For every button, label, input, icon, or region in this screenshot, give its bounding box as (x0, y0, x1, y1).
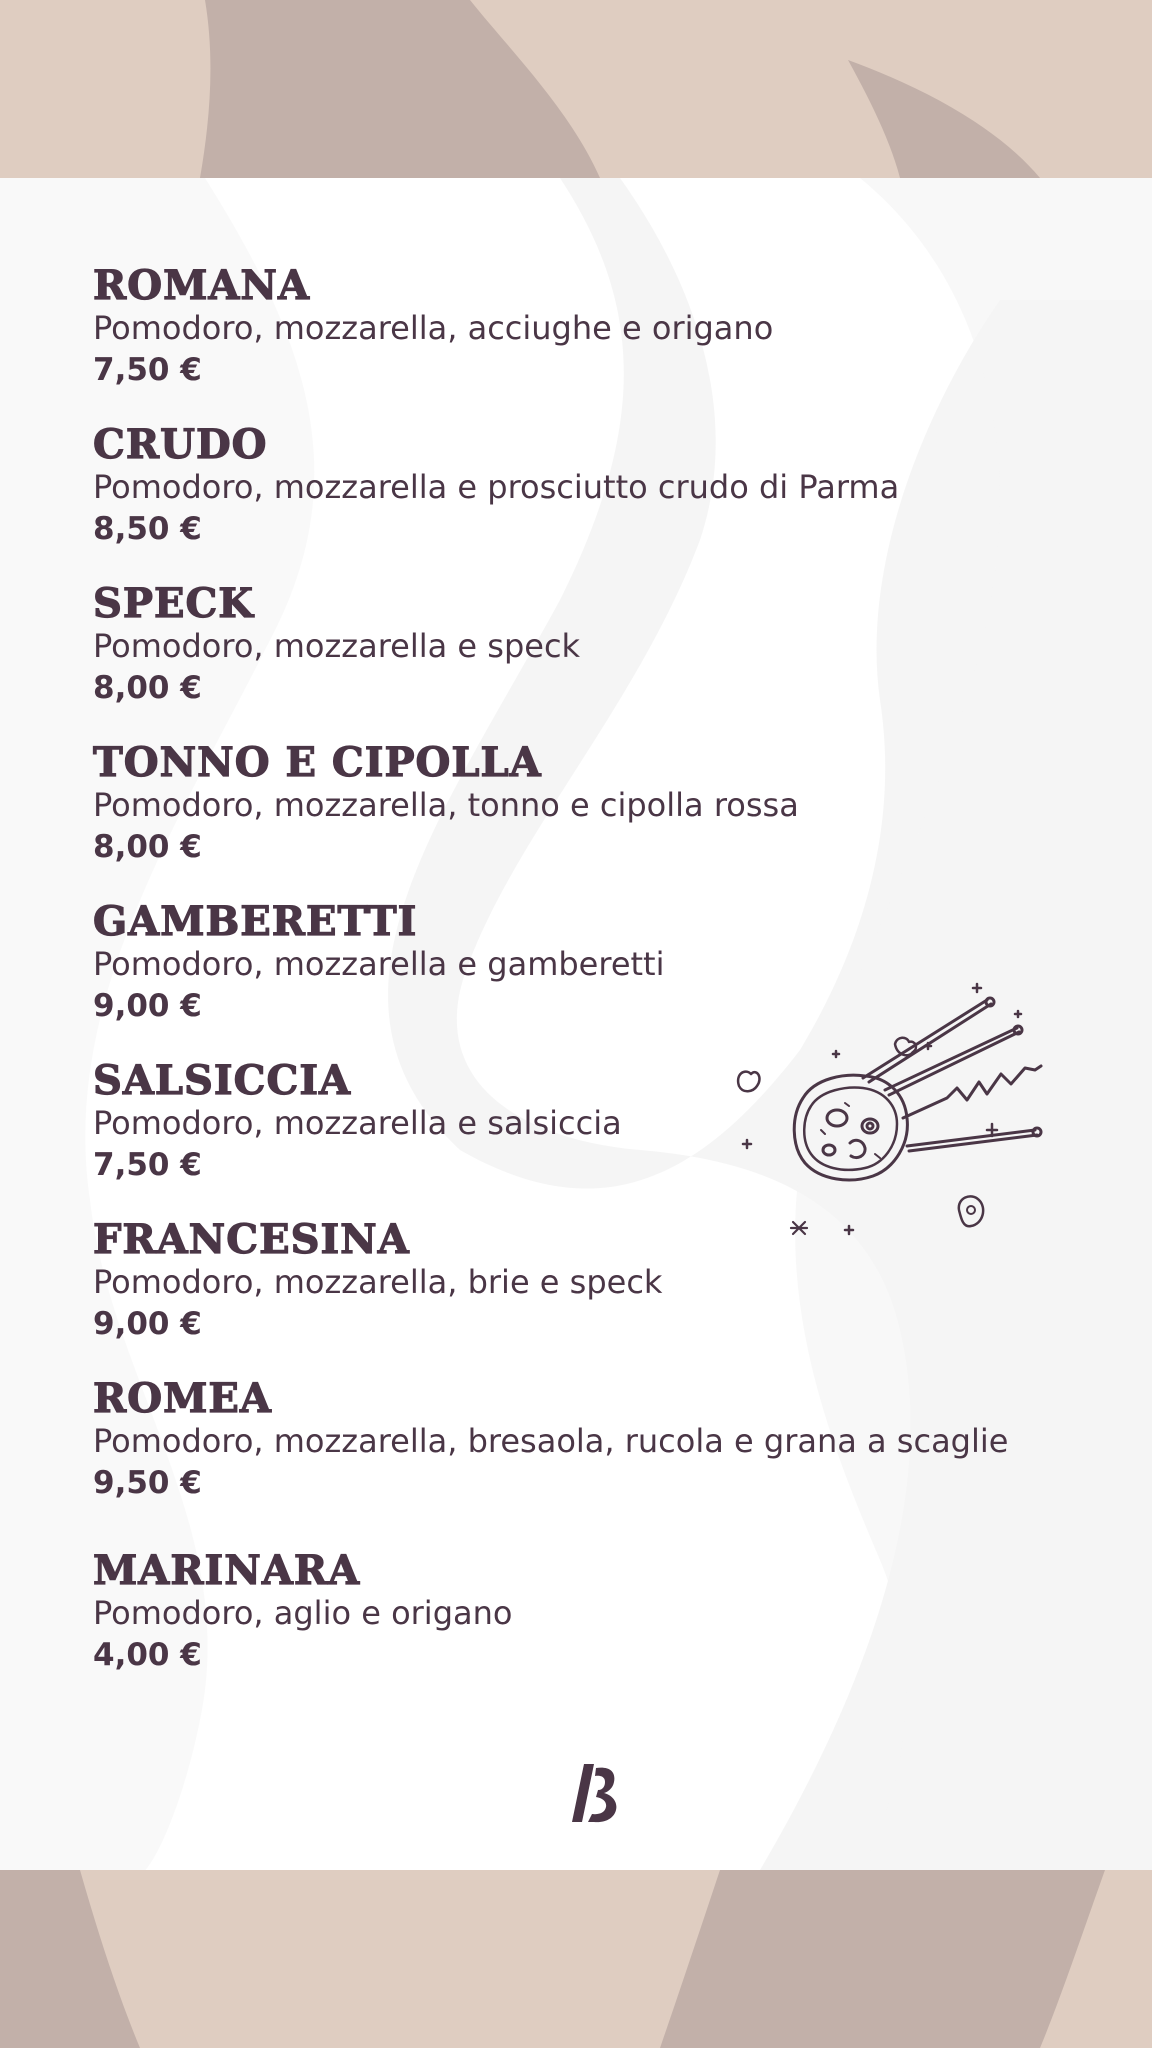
item-description: Pomodoro, mozzarella, acciughe e origano (93, 309, 774, 347)
item-price: 9,50 € (93, 1465, 202, 1501)
item-description: Pomodoro, mozzarella e speck (93, 627, 581, 665)
item-name: SPECK (93, 580, 255, 627)
item-name: SALSICCIA (93, 1057, 352, 1104)
item-name: FRANCESINA (93, 1216, 410, 1263)
item-price: 8,50 € (93, 511, 202, 547)
item-name: ROMANA (93, 262, 310, 309)
menu-item (93, 262, 773, 392)
item-description: Pomodoro, mozzarella e salsiccia (93, 1104, 622, 1142)
menu-item (93, 580, 580, 710)
item-price: 7,50 € (93, 1147, 202, 1183)
item-description: Pomodoro, mozzarella e prosciutto crudo di Parma (93, 468, 900, 506)
item-description: Pomodoro, mozzarella e gamberetti (93, 945, 665, 983)
item-price: 8,00 € (93, 670, 202, 706)
item-description: Pomodoro, mozzarella, bresaola, rucola e grana a scaglie (93, 1422, 1009, 1460)
brand-logo-icon (570, 1762, 622, 1824)
bottom-band-swoosh-right (660, 1870, 1105, 2048)
menu-item (93, 898, 664, 1028)
menu-item (93, 1057, 622, 1187)
item-name: ROMEA (93, 1375, 272, 1422)
item-name: MARINARA (93, 1547, 361, 1594)
item-price: 9,00 € (93, 1306, 202, 1342)
item-name: CRUDO (93, 421, 268, 468)
menu-item (93, 739, 799, 869)
item-description: Pomodoro, mozzarella, brie e speck (93, 1263, 663, 1301)
item-price: 4,00 € (93, 1637, 202, 1673)
menu-item (93, 1375, 1008, 1505)
item-price: 7,50 € (93, 352, 202, 388)
menu-item (93, 1216, 662, 1346)
flying-pizza-icon (725, 978, 1060, 1256)
menu-item (93, 1547, 512, 1677)
item-description: Pomodoro, aglio e origano (93, 1594, 513, 1632)
item-description: Pomodoro, mozzarella, tonno e cipolla rossa (93, 786, 799, 824)
menu-item (93, 421, 899, 551)
item-price: 8,00 € (93, 829, 202, 865)
item-name: TONNO E CIPOLLA (93, 739, 542, 786)
item-name: GAMBERETTI (93, 898, 418, 945)
item-price: 9,00 € (93, 988, 202, 1024)
